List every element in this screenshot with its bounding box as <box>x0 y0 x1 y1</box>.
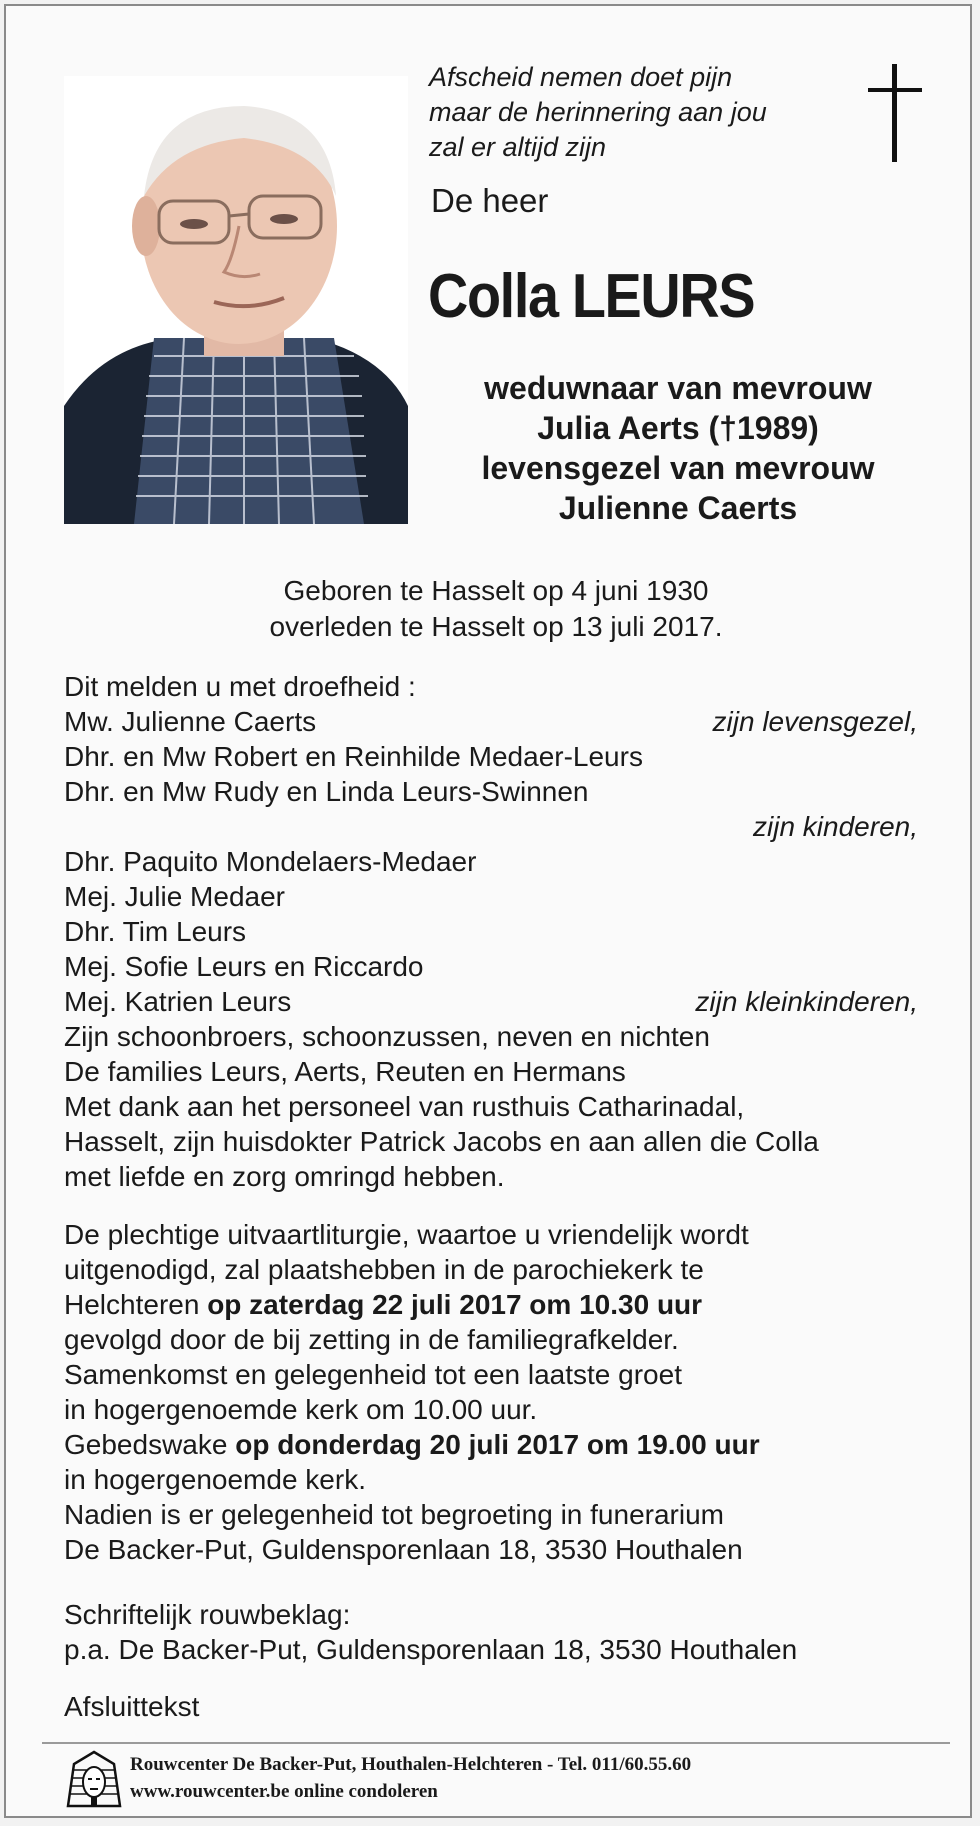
deceased-name: Colla LEURS <box>428 262 755 331</box>
relations-block <box>406 368 950 528</box>
ceremony-line: De Backer-Put, Guldensporenlaan 18, 3530 Houthalen <box>64 1534 743 1565</box>
ceremony-line: in hogergenoemde kerk om 10.00 uur. <box>64 1394 538 1425</box>
quote-line: maar de herinnering aan jou <box>429 97 767 127</box>
memorial-quote <box>429 60 767 165</box>
funeral-datetime: op zaterdag 22 juli 2017 om 10.30 uur <box>207 1289 703 1320</box>
ceremony-line <box>64 1427 918 1462</box>
grandchild-line: Mej. Sofie Leurs en Riccardo <box>64 951 424 982</box>
funeral-home-contact: Rouwcenter De Backer-Put, Houthalen-Helchteren - Tel. 011/60.55.60 <box>130 1754 692 1775</box>
quote-line: Afscheid nemen doet pijn <box>429 62 733 92</box>
ceremony-line: gevolgd door de bij zetting in de familiegrafkelder. <box>64 1324 679 1355</box>
relation-line: Julia Aerts (†1989) <box>537 410 819 446</box>
footer-divider <box>42 1742 950 1744</box>
child-line: Dhr. en Mw Rudy en Linda Leurs-Swinnen <box>64 776 589 807</box>
condolence-line: p.a. De Backer-Put, Guldensporenlaan 18, 3530 Houthalen <box>64 1634 798 1665</box>
other-line: De families Leurs, Aerts, Reuten en Hermans <box>64 1056 626 1087</box>
other-line: met liefde en zorg omringd hebben. <box>64 1161 505 1192</box>
birth-line: Geboren te Hasselt op 4 juni 1930 <box>283 575 709 606</box>
partner-role: zijn levensgezel, <box>712 706 918 737</box>
life-dates <box>6 573 980 645</box>
ceremony-line: in hogergenoemde kerk. <box>64 1464 366 1495</box>
obituary-card <box>4 4 972 1818</box>
other-line: Zijn schoonbroers, schoonzussen, neven en nichten <box>64 1021 710 1052</box>
mourners-list <box>64 669 918 1194</box>
relation-line: levensgezel van mevrouw <box>481 450 875 486</box>
last-grandchild-row <box>64 984 918 1019</box>
ceremony-details <box>64 1217 918 1567</box>
ceremony-line: Samenkomst en gelegenheid tot een laatste groet <box>64 1359 682 1390</box>
wake-datetime: op donderdag 20 juli 2017 om 19.00 uur <box>235 1429 760 1460</box>
grandchild-line: Dhr. Tim Leurs <box>64 916 247 947</box>
partner-name: Mw. Julienne Caerts <box>64 706 317 737</box>
children-role: zijn kinderen, <box>753 811 918 842</box>
portrait-photo <box>64 76 408 524</box>
grandchild-line: Dhr. Paquito Mondelaers-Medaer <box>64 846 477 877</box>
condolence-address <box>64 1597 918 1667</box>
funeral-home-website[interactable]: www.rouwcenter.be online condoleren <box>130 1781 438 1802</box>
ceremony-place: Helchteren <box>64 1289 208 1320</box>
grandchildren-role: zijn kleinkinderen, <box>695 986 918 1017</box>
grandchild-name: Mej. Katrien Leurs <box>64 986 292 1017</box>
salutation: De heer <box>431 182 549 219</box>
other-line: Met dank aan het personeel van rusthuis Catharinadal, <box>64 1091 745 1122</box>
closing-text: Afsluittekst <box>64 1691 200 1722</box>
ceremony-line: De plechtige uitvaartliturgie, waartoe u vriendelijk wordt <box>64 1219 749 1250</box>
relation-line: weduwnaar van mevrouw <box>484 370 872 406</box>
cross-icon <box>868 64 924 169</box>
quote-line: zal er altijd zijn <box>429 132 607 162</box>
child-line: Dhr. en Mw Robert en Reinhilde Medaer-Leurs <box>64 741 643 772</box>
ceremony-line: Nadien is er gelegenheid tot begroeting in funerarium <box>64 1499 724 1530</box>
ceremony-line <box>64 1287 918 1322</box>
partner-row <box>64 704 918 739</box>
grandchild-line: Mej. Julie Medaer <box>64 881 285 912</box>
wake-label: Gebedswake <box>64 1429 236 1460</box>
death-line: overleden te Hasselt op 13 juli 2017. <box>269 611 723 642</box>
ceremony-line: uitgenodigd, zal plaatshebben in de parochiekerk te <box>64 1254 704 1285</box>
funeral-home-footer <box>130 1751 691 1805</box>
other-line: Hasselt, zijn huisdokter Patrick Jacobs en aan allen die Colla <box>64 1126 819 1157</box>
mourners-intro: Dit melden u met droefheid : <box>64 671 416 702</box>
pharaoh-logo-icon <box>64 1750 124 1810</box>
relation-line: Julienne Caerts <box>558 490 798 526</box>
condolence-label: Schriftelijk rouwbeklag: <box>64 1599 351 1630</box>
